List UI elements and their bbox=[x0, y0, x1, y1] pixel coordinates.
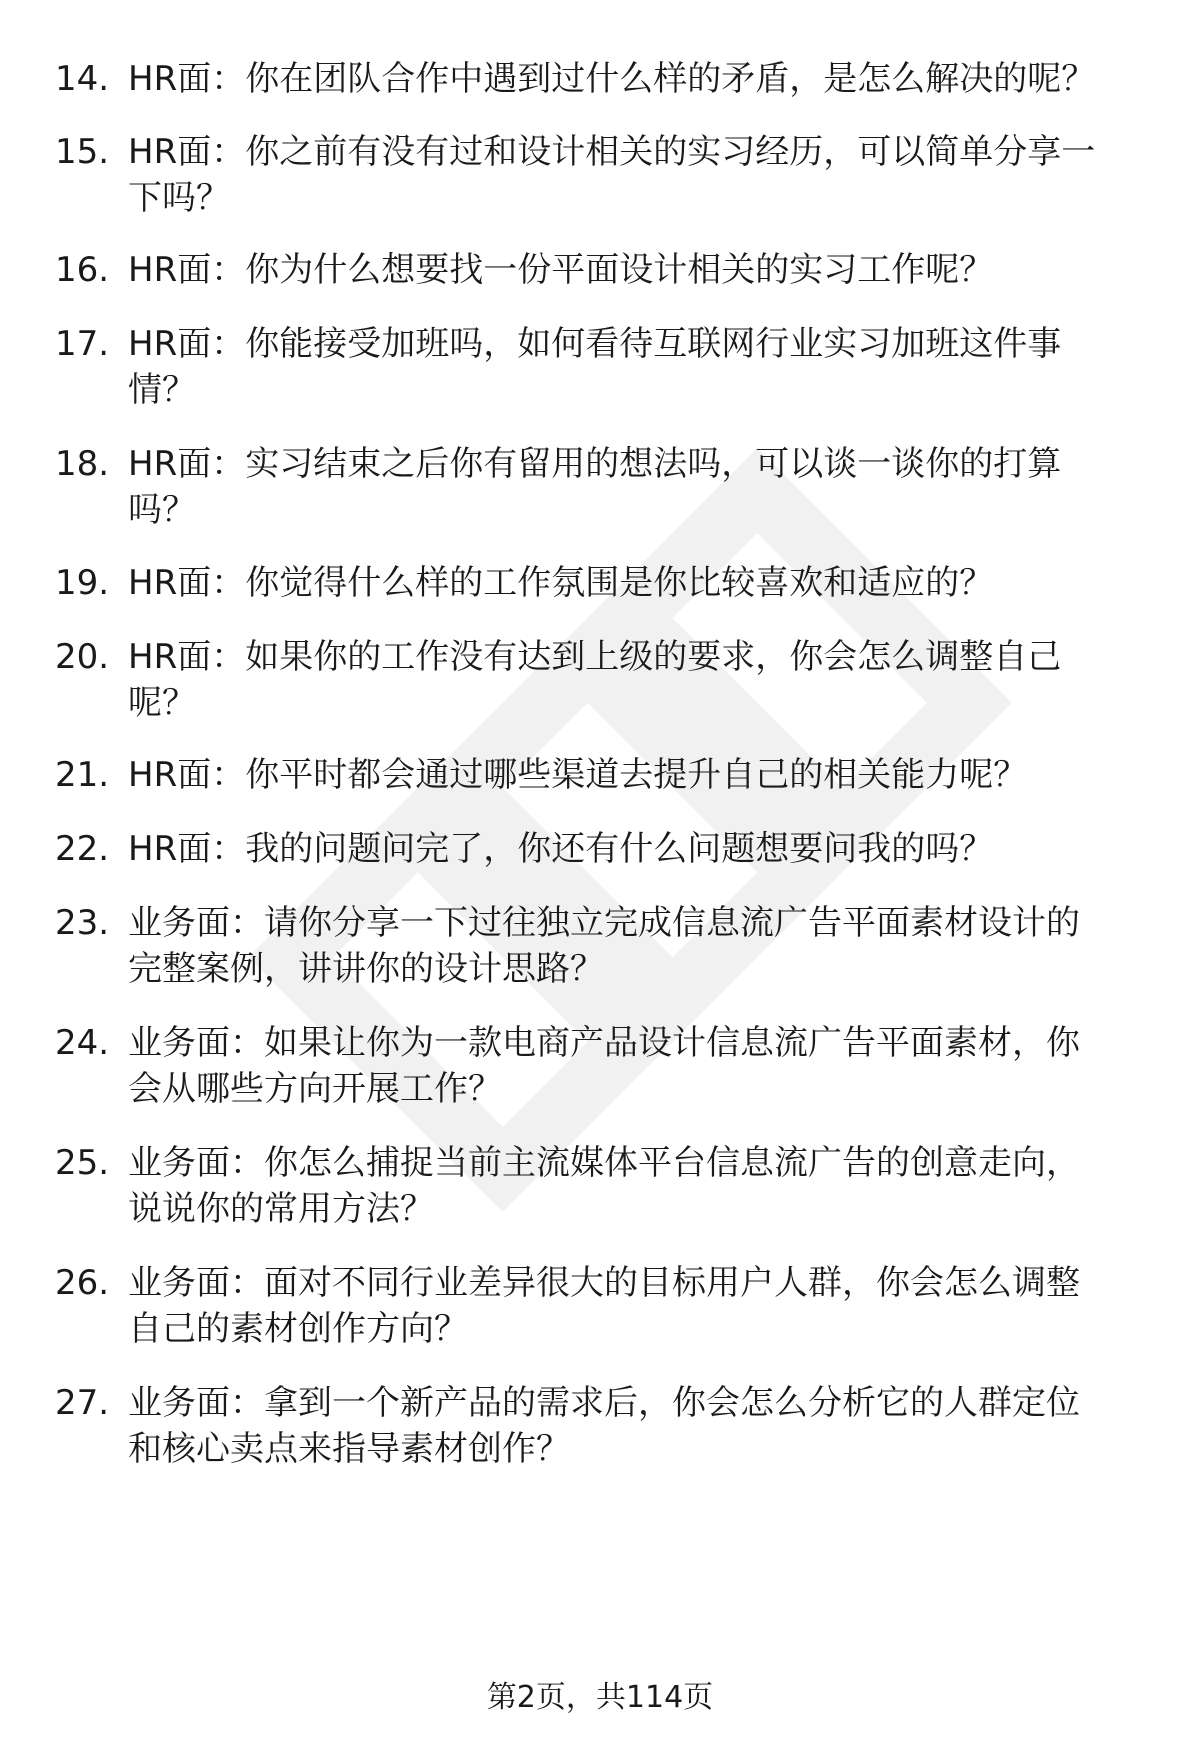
question-line: HR面：实习结束之后你有留用的想法吗，可以谈一谈你的打算 bbox=[128, 444, 1062, 484]
question-number: 23. bbox=[55, 903, 110, 943]
question-line: HR面：如果你的工作没有达到上级的要求，你会怎么调整自己 bbox=[128, 637, 1062, 677]
question-number: 21. bbox=[55, 755, 110, 795]
question-number: 27. bbox=[55, 1383, 110, 1423]
question-line: HR面：你在团队合作中遇到过什么样的矛盾，是怎么解决的呢？ bbox=[128, 59, 1096, 99]
question-line: HR面：你为什么想要找一份平面设计相关的实习工作呢？ bbox=[128, 250, 994, 290]
question-line: 完整案例，讲讲你的设计思路？ bbox=[128, 949, 604, 989]
question-line: 业务面：请你分享一下过往独立完成信息流广告平面素材设计的 bbox=[128, 903, 1080, 943]
question-line: HR面：你觉得什么样的工作氛围是你比较喜欢和适应的？ bbox=[128, 563, 994, 603]
question-number: 22. bbox=[55, 829, 110, 869]
question-text bbox=[128, 752, 1178, 798]
question-text bbox=[128, 321, 1178, 413]
question-line: 业务面：拿到一个新产品的需求后，你会怎么分析它的人群定位 bbox=[128, 1383, 1080, 1423]
question-line: 吗？ bbox=[128, 490, 196, 530]
question-text bbox=[128, 1140, 1178, 1232]
question-text bbox=[128, 1380, 1178, 1472]
question-line: HR面：你平时都会通过哪些渠道去提升自己的相关能力呢？ bbox=[128, 755, 1028, 795]
question-number: 26. bbox=[55, 1263, 110, 1303]
question-line: 业务面：如果让你为一款电商产品设计信息流广告平面素材，你 bbox=[128, 1023, 1080, 1063]
question-line: 会从哪些方向开展工作？ bbox=[128, 1069, 502, 1109]
question-number: 16. bbox=[55, 250, 110, 290]
question-text bbox=[128, 560, 1178, 606]
question-line: 业务面：你怎么捕捉当前主流媒体平台信息流广告的创意走向， bbox=[128, 1143, 1080, 1183]
question-line: HR面：你之前有没有过和设计相关的实习经历，可以简单分享一 bbox=[128, 132, 1096, 172]
question-text bbox=[128, 129, 1178, 221]
question-number: 14. bbox=[55, 59, 110, 99]
question-number: 18. bbox=[55, 444, 110, 484]
question-text bbox=[128, 1020, 1178, 1112]
question-line: 业务面：面对不同行业差异很大的目标用户人群，你会怎么调整 bbox=[128, 1263, 1080, 1303]
question-line: 说说你的常用方法？ bbox=[128, 1189, 434, 1229]
question-line: HR面：我的问题问完了，你还有什么问题想要问我的吗？ bbox=[128, 829, 994, 869]
question-line: 呢？ bbox=[128, 683, 196, 723]
question-number: 20. bbox=[55, 637, 110, 677]
question-text bbox=[128, 634, 1178, 726]
question-number: 15. bbox=[55, 132, 110, 172]
question-line: HR面：你能接受加班吗，如何看待互联网行业实习加班这件事 bbox=[128, 324, 1062, 364]
question-line: 下吗？ bbox=[128, 178, 230, 218]
question-text bbox=[128, 56, 1178, 102]
question-line: 情？ bbox=[128, 370, 196, 410]
question-line: 和核心卖点来指导素材创作？ bbox=[128, 1429, 570, 1469]
question-number: 17. bbox=[55, 324, 110, 364]
question-number: 25. bbox=[55, 1143, 110, 1183]
question-text bbox=[128, 441, 1178, 533]
question-number: 24. bbox=[55, 1023, 110, 1063]
question-line: 自己的素材创作方向？ bbox=[128, 1309, 468, 1349]
question-text bbox=[128, 247, 1178, 293]
question-text bbox=[128, 900, 1178, 992]
question-text bbox=[128, 826, 1178, 872]
question-number: 19. bbox=[55, 563, 110, 603]
page-footer: 第2页，共114页 bbox=[486, 1680, 714, 1715]
question-text bbox=[128, 1260, 1178, 1352]
